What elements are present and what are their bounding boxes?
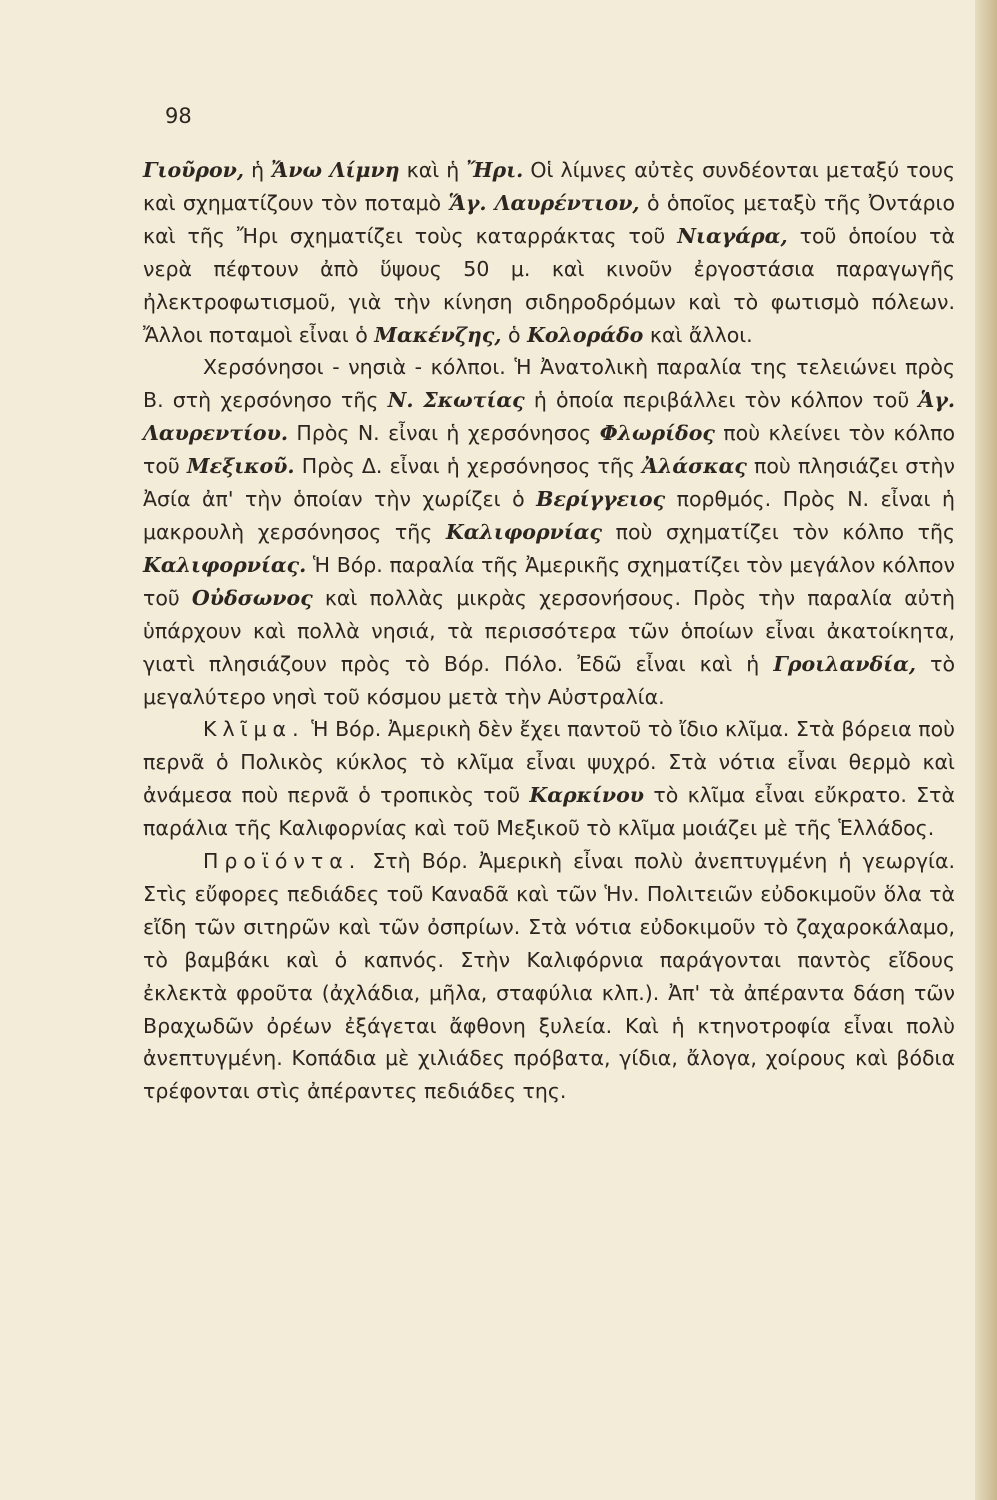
text-run: ὁ ὁποῖος μεταξὺ τῆς Ὀντάριο καὶ τῆς Ἤρι σχηματίζει τοὺς καταρράκτας τοῦ <box>143 190 955 248</box>
text-run: ποὺ κλείνει τὸν κόλπο τοῦ <box>143 421 955 479</box>
emphasized-term: Ν. Σκωτίας <box>387 388 525 413</box>
page-edge <box>975 0 997 1500</box>
text-run: τοῦ ὁποίου τὰ νερὰ πέφτουν ἀπὸ ὕψους 50 μ. καὶ κινοῦν ἐργοστάσια παραγωγῆς ἠλεκτροφωτισμοῦ, γιὰ τὴν κίνηση σιδηροδρόμων καὶ τὸ φωτισμὸ πόλεων. Ἄλλοι ποταμοὶ εἶναι ὁ <box>143 223 955 347</box>
text-run: Ἡ Βόρ. Ἀμερικὴ δὲν ἔχει παντοῦ τὸ ἴδιο κλῖμα. Στὰ βόρεια ποὺ περνᾶ ὁ Πολικὸς κύκλος τὸ κλῖμα εἶναι ψυχρό. Στὰ νότια εἶναι θερμὸ καὶ ἀνάμεσα ποὺ περνᾶ ὁ τροπικὸς τοῦ <box>143 717 955 808</box>
page-number: 98 <box>165 104 192 128</box>
emphasized-term: Κολοράδο <box>527 322 644 347</box>
text-run: πορθμός. Πρὸς Ν. εἶναι ἡ μακρουλὴ χερσόνησος τῆς <box>143 487 956 544</box>
emphasized-term: Βερίγγειος <box>536 487 666 512</box>
emphasized-term: Ἁγ. Λαυρεντίου. <box>143 388 955 446</box>
emphasized-term: Καρκίνου <box>529 783 645 808</box>
paragraph <box>143 845 955 1108</box>
paragraph <box>143 351 955 713</box>
text-run: Στὴ Βόρ. Ἀμερικὴ εἶναι πολὺ ἀνεπτυγμένη ἡ γεωργία. Στὶς εὔφορες πεδιάδες τοῦ Καναδᾶ καὶ τῶν Ἡν. Πολιτειῶν εὐδοκιμοῦν ὅλα τὰ εἴδη τῶν σιτηρῶν καὶ τῶν ὀσπρίων. Στὰ νότια εὐδοκιμοῦν τὸ ζαχαροκάλαμο, τὸ βαμβάκι καὶ ὁ καπνός. Στὴν Καλιφόρνια παράγονται παντὸς εἴδους ἐκλεκτὰ φροῦτα (ἀχλάδια, μῆλα, σταφύλια κλπ.). Ἀπ' τὰ ἀπέραντα δάση τῶν Βραχωδῶν ὀρέων ἐξάγεται ἄφθονη ξυλεία. Καὶ ἡ κτηνοτροφία εἶναι πολὺ ἀνεπτυγμένη. Κοπάδια μὲ χιλιάδες πρόβατα, γίδια, ἄλογα, χοίρους καὶ βόδια τρέφονται στὶς ἀπέραντες πεδιάδες της. <box>143 849 955 1104</box>
emphasized-term: Καλιφορνίας <box>445 519 603 544</box>
body-text <box>143 154 955 1108</box>
text-run: ἡ ὁποία περιβάλλει τὸν κόλπον τοῦ <box>524 388 919 413</box>
emphasized-term: Καλιφορνίας. <box>143 552 307 577</box>
text-run: τὸ μεγαλύτερο νησὶ τοῦ κόσμου μετὰ τὴν Αὐστραλία. <box>143 651 955 709</box>
paragraph <box>143 154 955 351</box>
section-heading: Προϊόντα. <box>203 849 362 874</box>
text-run: Ἡ Βόρ. παραλία τῆς Ἀμερικῆς σχηματίζει τὸν μεγάλον κόλπον τοῦ <box>143 552 955 610</box>
emphasized-term: Ἄνω Λίμνη <box>271 158 400 182</box>
emphasized-term: Γιοῦρον, <box>143 158 245 182</box>
paragraph <box>143 713 955 845</box>
text-run: ἡ <box>244 158 272 182</box>
emphasized-term: Οὐδσωνος <box>191 585 313 610</box>
emphasized-term: Φλωρίδος <box>599 421 715 446</box>
text-run: τὸ κλῖμα εἶναι εὔκρατο. Στὰ παράλια τῆς Καλιφορνίας καὶ τοῦ Μεξικοῦ τὸ κλῖμα μοιάζει μὲ τῆς Ἑλλάδος. <box>143 783 955 841</box>
text-run: καὶ πολλὰς μικρὰς χερσονήσους. Πρὸς τὴν παραλία αὐτὴ ὑπάρχουν καὶ πολλὰ νησιά, τὰ περισσότερα τῶν ὁποίων εἶναι ἀκατοίκητα, γιατὶ πλησιάζουν πρὸς τὸ Βόρ. Πόλο. Ἐδῶ εἶναι καὶ ἡ <box>143 585 956 676</box>
emphasized-term: Μεξικοῦ. <box>186 454 295 479</box>
text-run: Χερσόνησοι - νησιὰ - κόλποι. Ἡ Ἀνατολικὴ παραλία της τελειώνει πρὸς Β. στὴ χερσόνησο τῆς <box>143 355 955 413</box>
text-run: ποὺ πλησιάζει στὴν Ἀσία ἀπ' τὴν ὁποίαν τὴν χωρίζει ὁ <box>143 454 955 512</box>
text-run: Πρὸς Δ. εἶναι ἡ χερσόνησος τῆς <box>294 454 643 479</box>
section-heading: Κλῖμα. <box>203 717 305 742</box>
emphasized-term: Ἅγ. Λαυρέντιον, <box>448 190 640 215</box>
text-run: ποὺ σχηματίζει τὸν κόλπο τῆς <box>602 519 956 544</box>
emphasized-term: Μακένζης, <box>374 322 502 347</box>
emphasized-term: Νιαγάρα, <box>677 223 788 248</box>
emphasized-term: Ἀλάσκας <box>642 454 747 479</box>
text-run: ὁ <box>501 322 528 347</box>
text-run: Οἱ λίμνες αὐτὲς συνδέονται μεταξύ τους καὶ σχηματίζουν τὸν ποταμὸ <box>143 158 955 215</box>
text-run: καὶ ἡ <box>399 158 467 182</box>
emphasized-term: Γροιλανδία, <box>773 651 917 676</box>
text-run: Πρὸς Ν. εἶναι ἡ χερσόνησος <box>287 421 600 446</box>
emphasized-term: Ἤρι. <box>466 158 524 182</box>
text-run: καὶ ἄλλοι. <box>643 322 753 347</box>
